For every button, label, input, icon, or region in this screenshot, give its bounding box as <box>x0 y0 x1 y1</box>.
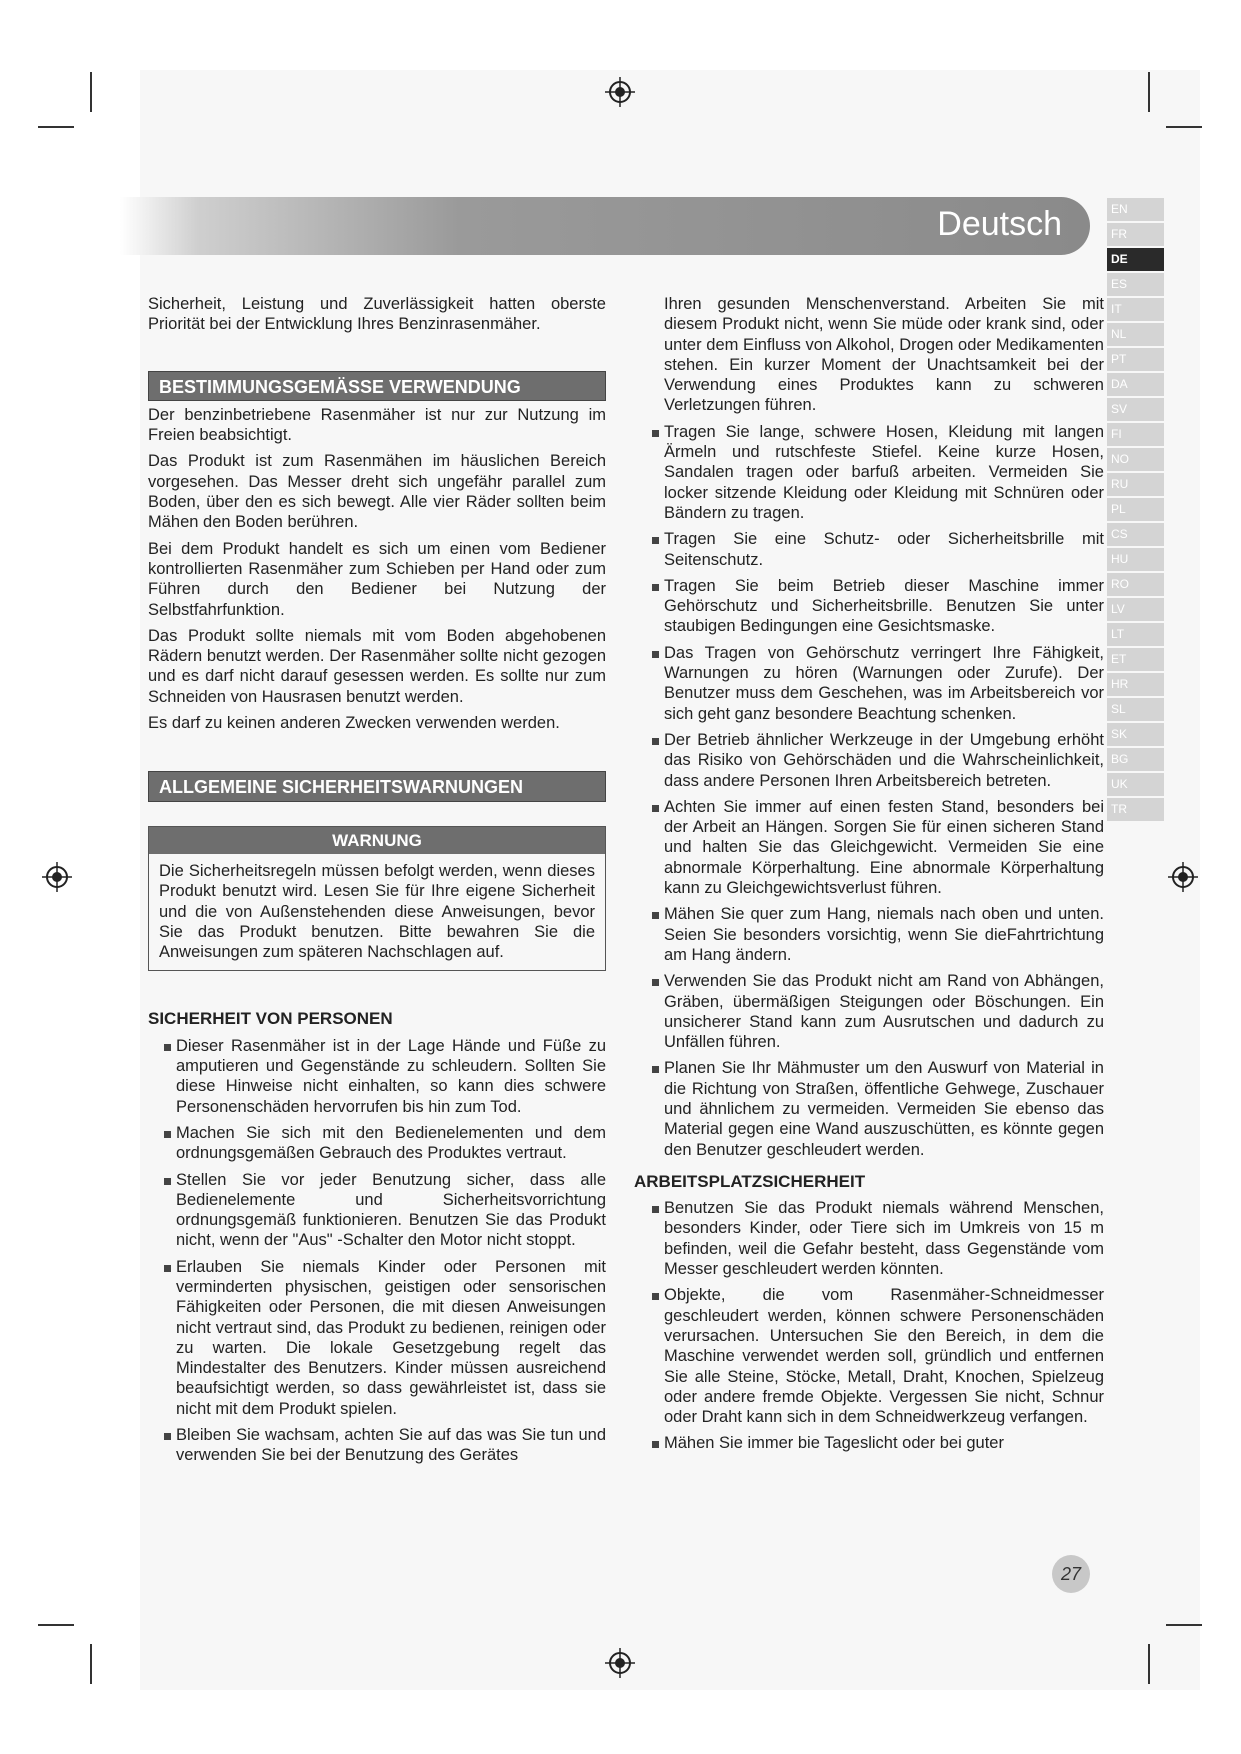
language-tab-it[interactable]: IT <box>1107 298 1164 321</box>
warning-box <box>148 826 606 972</box>
language-tab-no[interactable]: NO <box>1107 448 1164 471</box>
language-tab-fr[interactable]: FR <box>1107 223 1164 246</box>
registration-mark-icon <box>42 862 72 892</box>
language-tab-sv[interactable]: SV <box>1107 398 1164 421</box>
list-item: Tragen Sie lange, schwere Hosen, Kleidung mit langen Ärmeln und rutschfeste Stiefel. Keine kurze Hosen, Sandalen tragen oder barfuß arbeiten. Vermeiden Sie locker sitzende Kleidung oder Kleidung mit Schnüren oder Bändern zu tragen. <box>634 422 1104 523</box>
language-tabs <box>1107 198 1164 823</box>
language-tab-da[interactable]: DA <box>1107 373 1164 396</box>
language-tab-bg[interactable]: BG <box>1107 748 1164 771</box>
warning-text: Die Sicherheitsregeln müssen befolgt werden, wenn dieses Produkt benutzt wird. Lesen Sie für Ihre eigene Sicherheit und die von Außenstehenden diese Anweisungen, bevor Sie das Produkt benutzen. Bitte bewahren Sie die Anweisungen zum späteren Nachschlagen auf. <box>159 861 595 962</box>
registration-mark-icon <box>1168 862 1198 892</box>
language-tab-hr[interactable]: HR <box>1107 673 1164 696</box>
list-item: Der Betrieb ähnlicher Werkzeuge in der Umgebung erhöht das Risiko von Gehörschäden und die Wahrscheinlichkeit, dass andere Personen Ihren Arbeitsbereich betreten. <box>634 730 1104 791</box>
language-tab-ro[interactable]: RO <box>1107 573 1164 596</box>
list-item: Stellen Sie vor jeder Benutzung sicher, dass alle Bedienelemente und Sicherheitsvorrichtung ordnungsgemäß funktionieren. Benutzen Sie das Produkt nicht, wenn der "Aus" -Schalter den Motor nicht stoppt. <box>148 1170 606 1251</box>
left-column <box>148 294 606 1472</box>
paragraph: Es darf zu keinen anderen Zwecken verwenden werden. <box>148 714 560 733</box>
list-item: Achten Sie immer auf einen festen Stand, besonders bei der Arbeit an Hängen. Sorgen Sie für einen sicheren Stand und halten Sie das Gleichgewicht. Vermeiden Sie eine abnormale Körperhaltung. Eine abnormale Körperhaltung kann zu Gleichgewichtsverlust führen. <box>634 797 1104 898</box>
list-item: Erlauben Sie niemals Kinder oder Personen mit verminderten physischen, geistigen oder sensorischen Fähigkeiten oder Personen, die mit diesen Anweisungen nicht vertraut sind, das Produkt zu bedienen, reinigen oder zu warten. Die lokale Gesetzgebung regelt das Mindestalter des Benutzers. Kinder müssen ausreichend beaufsichtigt werden, so dass gewährleistet ist, dass sie nicht mit dem Produkt spielen. <box>148 1257 606 1419</box>
crop-mark <box>1148 1644 1150 1684</box>
language-tab-de[interactable]: DE <box>1107 248 1164 271</box>
workplace-safety-list <box>634 1198 1104 1454</box>
language-tab-pt[interactable]: PT <box>1107 348 1164 371</box>
subsection-heading-personal-safety: SICHERHEIT VON PERSONEN <box>148 1009 393 1029</box>
list-item: Das Tragen von Gehörschutz verringert Ihre Fähigkeit, Warnungen zu hören (Warnungen oder Zurufe). Der Benutzer muss dem Geschehen, was im Arbeitsbereich vor sich geht ganz besondere Beachtung schenken. <box>634 643 1104 724</box>
list-item: Machen Sie sich mit den Bedienelementen und dem ordnungsgemäßen Gebrauch des Produktes vertraut. <box>148 1123 606 1164</box>
section-heading-safety-warnings: ALLGEMEINE SICHERHEITSWARNUNGEN <box>148 771 606 801</box>
language-tab-cs[interactable]: CS <box>1107 523 1164 546</box>
crop-mark <box>90 72 92 112</box>
crop-mark <box>1166 126 1202 128</box>
header-bar <box>120 197 1090 255</box>
crop-mark <box>90 1644 92 1684</box>
list-item: Dieser Rasenmäher ist in der Lage Hände und Füße zu amputieren und Gegenstände zu schleudern. Sollten Sie diese Hinweise nicht einhalten, so kann dies schwere Personenschäden hervorrufen bis hin zum Tod. <box>148 1036 606 1117</box>
warning-title <box>149 827 605 854</box>
subsection-heading-workplace-safety: ARBEITSPLATZSICHERHEIT <box>634 1171 866 1191</box>
personal-safety-list <box>148 1036 606 1466</box>
language-tab-pl[interactable]: PL <box>1107 498 1164 521</box>
list-item: Verwenden Sie das Produkt nicht am Rand von Abhängen, Gräben, übermäßigen Steigungen oder Böschungen. Ein unsicherer Stand kann zum Ausrutschen und dadurch zu Unfällen führen. <box>634 971 1104 1052</box>
language-tab-nl[interactable]: NL <box>1107 323 1164 346</box>
section-heading-intended-use: BESTIMMUNGSGEMÄSSE VERWENDUNG <box>148 371 606 401</box>
paragraph: Das Produkt ist zum Rasenmähen im häuslichen Bereich vorgesehen. Das Messer dreht sich ungefähr parallel zum Boden, über den es sich bewegt. Alle vier Räder sollten beim Mähen den Boden berühren. <box>148 452 606 532</box>
language-tab-sk[interactable]: SK <box>1107 723 1164 746</box>
language-tab-es[interactable]: ES <box>1107 273 1164 296</box>
list-item: Tragen Sie beim Betrieb dieser Maschine immer Gehörschutz und Sicherheitsbrille. Benutzen Sie unter staubigen Bedingungen eine Gesichtsmaske. <box>634 576 1104 637</box>
paragraph: Bei dem Produkt handelt es sich um einen vom Bediener kontrollierten Rasenmäher zum Schieben per Hand oder zum Führen durch den Bediener bei Nutzung der Selbstfahrfunktion. <box>148 539 606 619</box>
language-tab-uk[interactable]: UK <box>1107 773 1164 796</box>
list-item: Bleiben Sie wachsam, achten Sie auf das was Sie tun und verwenden Sie bei der Benutzung des Gerätes <box>148 1425 606 1466</box>
list-item: Mähen Sie quer zum Hang, niemals nach oben und unten. Seien Sie besonders vorsichtig, wenn Sie dieFahrtrichtung am Hang ändern. <box>634 904 1104 965</box>
list-item: Tragen Sie eine Schutz- oder Sicherheitsbrille mit Seitenschutz. <box>634 529 1104 570</box>
language-tab-fi[interactable]: FI <box>1107 423 1164 446</box>
right-column <box>634 294 1104 1460</box>
crop-mark <box>1148 72 1150 112</box>
crop-mark <box>1166 1624 1202 1626</box>
safety-list <box>634 422 1104 1160</box>
list-item: Planen Sie Ihr Mähmuster um den Auswurf von Material in die Richtung von Straßen, öffentliche Gehwege, Zuschauer und ähnlichem zu vermeiden. Vermeiden Sie ebenso das Material gegen eine Wand auszuschütten, es könnte gegen den Benutzer geschleudert werden. <box>634 1058 1104 1159</box>
language-tab-et[interactable]: ET <box>1107 648 1164 671</box>
language-tab-tr[interactable]: TR <box>1107 798 1164 821</box>
language-tab-hu[interactable]: HU <box>1107 548 1164 571</box>
language-tab-lv[interactable]: LV <box>1107 598 1164 621</box>
registration-mark-icon <box>605 1648 635 1678</box>
paragraph: Der benzinbetriebene Rasenmäher ist nur zur Nutzung im Freien beabsichtigt. <box>148 405 606 445</box>
list-item: Objekte, die vom Rasenmäher-Schneidmesser geschleudert werden, können schwere Personenschäden verursachen. Untersuchen Sie den Bereich, in dem die Maschine verwendet werden soll, gründlich und entfernen Sie alle Steine, Stöcke, Metall, Draht, Knochen, Spielzeug oder andere fremde Objekte. Vergessen Sie nicht, Schnur oder Draht kann sich in dem Schneidwerkzeug verfangen. <box>634 1285 1104 1427</box>
language-tab-en[interactable]: EN <box>1107 198 1164 221</box>
crop-mark <box>38 1624 74 1626</box>
continuation-paragraph: Ihren gesunden Menschenverstand. Arbeiten Sie mit diesem Produkt nicht, wenn Sie müde oder krank sind, oder unter dem Einfluss von Alkohol, Drogen oder Medikamenten stehen. Ein kurzer Moment der Unachtsamkeit bei der Verwendung eines Produktes kann zu schweren Verletzungen führen. <box>664 295 1104 415</box>
list-item: Mähen Sie immer bie Tageslicht oder bei guter <box>634 1433 1104 1453</box>
registration-mark-icon <box>605 77 635 107</box>
language-tab-lt[interactable]: LT <box>1107 623 1164 646</box>
crop-mark <box>38 126 74 128</box>
warning-label: WARNUNG <box>332 830 422 850</box>
list-item: Benutzen Sie das Produkt niemals während Menschen, besonders Kinder, oder Tiere sich im Umkreis von 15 m befinden, weil die Gefahr besteht, dass Gegenstände vom Messer geschleudert werden könnten. <box>634 1198 1104 1279</box>
intro-paragraph: Sicherheit, Leistung und Zuverlässigkeit hatten oberste Priorität bei der Entwicklung Ihres Benzinrasenmäher. <box>148 295 606 334</box>
page-title: Deutsch <box>937 205 1062 243</box>
language-tab-ru[interactable]: RU <box>1107 473 1164 496</box>
language-tab-sl[interactable]: SL <box>1107 698 1164 721</box>
paragraph: Das Produkt sollte niemals mit vom Boden abgehobenen Rädern benutzt werden. Der Rasenmäher sollte nicht gezogen und es darf nicht darauf gesessen werden. Es sollte nur zum Schneiden von Hausrasen benutzt werden. <box>148 626 606 706</box>
page-number: 27 <box>1052 1555 1090 1593</box>
